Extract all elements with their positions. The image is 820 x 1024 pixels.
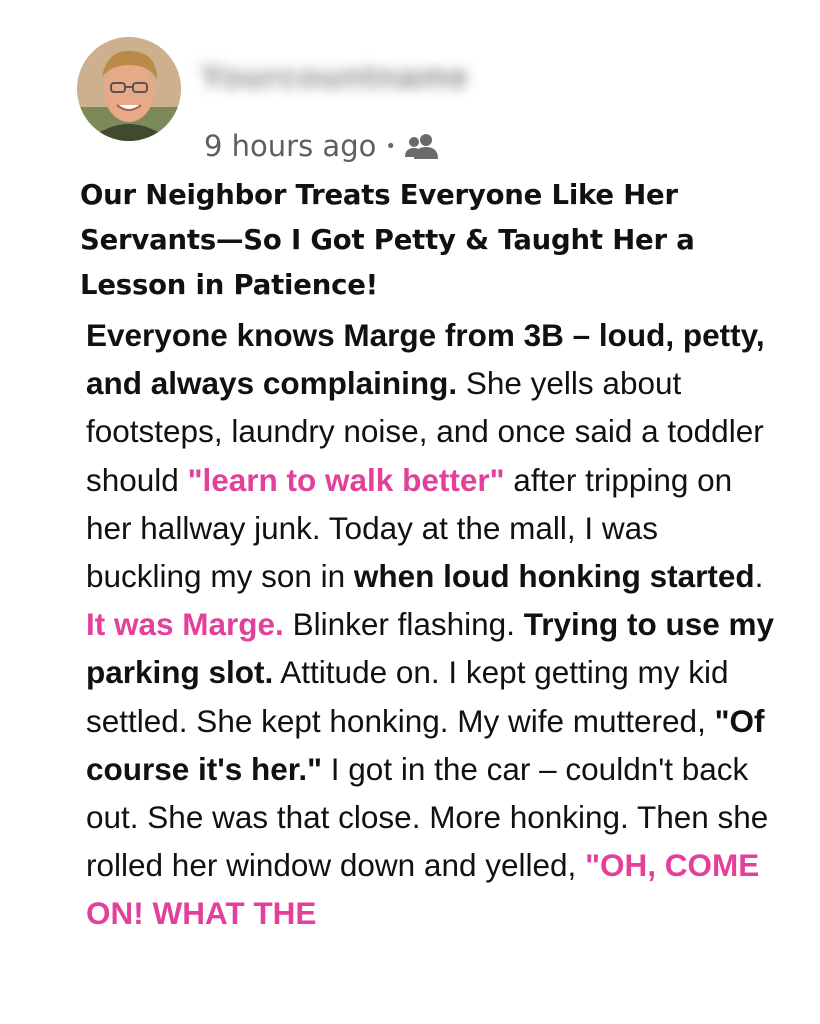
body-segment-pink: It was Marge. xyxy=(86,606,284,643)
author-name[interactable]: Yourcountname xyxy=(200,58,470,96)
post-meta xyxy=(204,126,439,166)
body-segment-pink: "learn to walk better" xyxy=(187,461,505,498)
friends-icon[interactable] xyxy=(405,133,439,159)
post-title: Our Neighbor Treats Everyone Like Her Servants—So I Got Petty & Taught Her a Lesson in Patience! xyxy=(80,179,695,301)
body-segment-bold: "Of course it's her." xyxy=(86,702,765,787)
body-segment-normal: . xyxy=(754,558,764,595)
post-body xyxy=(86,311,776,938)
body-segment-bold: when loud honking started xyxy=(353,558,755,595)
body-segment-normal: I got in the car – couldn't back out. She was that close. More honking. Then she rolled her window down and yelled, xyxy=(86,750,769,884)
post-timestamp[interactable]: 9 hours ago xyxy=(204,129,377,163)
body-segment-pink: "OH, COME ON! WHAT THE xyxy=(86,847,760,932)
body-segment-bold: Trying to use my parking slot. xyxy=(86,606,775,691)
body-segment-normal: Attitude on. I kept getting my kid settled. She kept honking. My wife muttered, xyxy=(86,654,729,739)
body-segment-normal: She yells about footsteps, laundry noise, and once said a toddler should xyxy=(86,365,764,498)
author-avatar[interactable] xyxy=(77,37,181,141)
meta-separator: • xyxy=(385,135,396,157)
body-segment-normal: Blinker flashing. xyxy=(283,606,524,643)
body-segment-bold: Everyone knows Marge from 3B – loud, petty, and always complaining. xyxy=(86,317,765,402)
body-segment-normal: after tripping on her hallway junk. Today at the mall, I was buckling my son in xyxy=(86,461,733,595)
